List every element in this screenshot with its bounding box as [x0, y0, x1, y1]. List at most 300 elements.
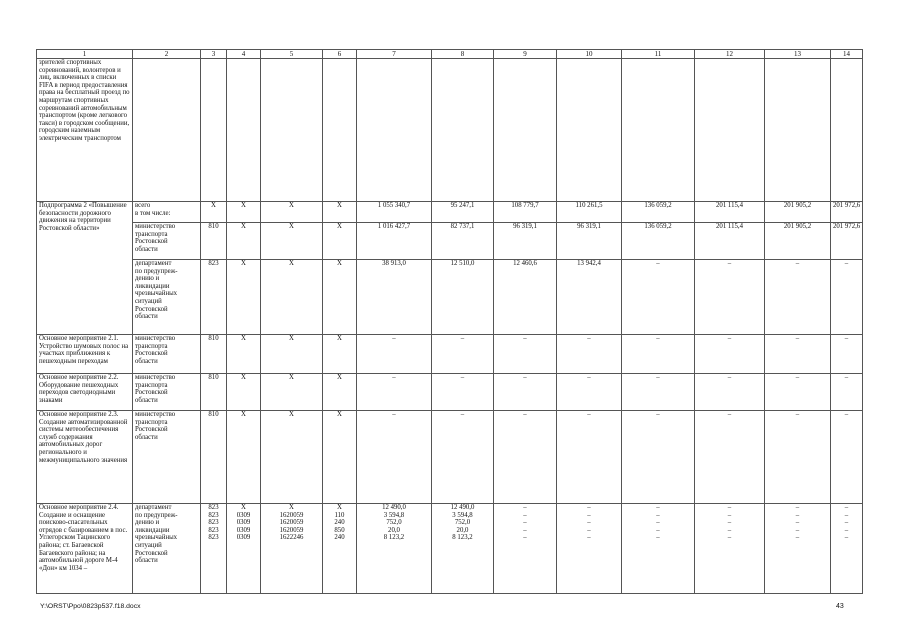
cell-line: –	[795, 511, 800, 519]
value-cell	[323, 411, 357, 504]
cell-line: 240	[334, 519, 345, 527]
cell-line: департамент	[135, 260, 172, 267]
value-cell	[227, 335, 261, 374]
cell-line: X	[337, 202, 342, 209]
cell-line: X	[337, 223, 342, 230]
cell-line: чрезвычайных	[135, 534, 178, 542]
cell-line: –	[844, 519, 849, 527]
cell-line: чрезвычайных	[135, 290, 178, 298]
cell-line: –	[523, 374, 527, 381]
cell-line: –	[523, 534, 527, 542]
table-row	[37, 504, 863, 594]
value-cell	[201, 260, 227, 335]
value-cell	[765, 374, 831, 411]
cell-line: –	[392, 374, 396, 381]
cell-line: –	[656, 511, 660, 519]
cell-line: –	[795, 411, 800, 418]
cell-line: –	[727, 335, 732, 342]
value-cell	[201, 59, 227, 202]
cell-line: –	[795, 260, 800, 267]
value-cell	[765, 504, 831, 594]
cell-line: X	[241, 374, 246, 381]
value-cell	[201, 202, 227, 223]
cell-line: Ростовской	[135, 350, 168, 358]
value-cell	[432, 374, 494, 411]
cell-line: –	[523, 526, 527, 534]
cell-line: X	[211, 202, 216, 209]
cell-line: –	[656, 374, 660, 381]
cell-line: транспорта	[135, 418, 168, 426]
cell-line: X	[337, 504, 342, 511]
cell-line: 201 905,2	[783, 202, 812, 209]
cell-line: X	[337, 374, 342, 381]
cell-line: –	[844, 411, 849, 418]
cell-line: 12 490,0	[450, 504, 475, 511]
value-cell	[494, 202, 557, 223]
cell-line: 201 905,2	[783, 223, 812, 230]
activity-name-cell: зрителей спортивных соревнований, волонтеров и лиц, включенных в списки FIFA в период предоставления права на бесплатный проезд по маршрутам спортивных соревнований автомобильным транспортом (кроме легкового такси) в городском сообщении, городским наземным электрическим транспортом	[37, 59, 133, 202]
column-header: 13	[765, 50, 831, 59]
cell-line: X	[241, 504, 246, 511]
cell-line: –	[727, 260, 732, 267]
cell-line: 1622246	[279, 534, 304, 542]
value-cell	[831, 59, 863, 202]
cell-line: 752,0	[454, 519, 471, 527]
cell-line: 201 115,4	[716, 202, 743, 209]
value-cell	[765, 260, 831, 335]
value-cell	[622, 374, 695, 411]
cell-line: 38 913,0	[382, 260, 406, 267]
value-cell	[622, 504, 695, 594]
cell-line: департамент	[135, 504, 172, 511]
value-cell	[357, 504, 432, 594]
cell-line: –	[523, 504, 527, 511]
column-header: 4	[227, 50, 261, 59]
table-row	[37, 223, 863, 260]
cell-line: –	[844, 526, 849, 534]
activity-name-cell: Основное мероприятие 2.4. Создание и оснащение поисково-спасательных отрядов с базированием в пос. Углегорском Тацинского района; ст. Багаевской Багаевского района; на автомобильной дороге М-4 «Дон» км 1034 –	[37, 504, 133, 594]
value-cell	[432, 411, 494, 504]
column-header: 3	[201, 50, 227, 59]
cell-line: 1620059	[279, 511, 304, 519]
value-cell	[227, 202, 261, 223]
cell-line: X	[337, 411, 342, 418]
value-cell	[323, 59, 357, 202]
value-cell	[227, 260, 261, 335]
cell-line: –	[587, 335, 591, 342]
cell-line: –	[795, 504, 800, 511]
cell-line: 108 779,7	[511, 202, 539, 209]
cell-line: 96 319,1	[513, 223, 537, 230]
table-row	[37, 260, 863, 335]
cell-line: –	[656, 335, 660, 342]
executor-cell	[133, 504, 201, 594]
cell-line: –	[727, 504, 732, 511]
cell-line: транспорта	[135, 381, 168, 389]
cell-line: 810	[208, 335, 219, 342]
value-cell	[323, 504, 357, 594]
executor-cell	[133, 374, 201, 411]
executor-cell	[133, 335, 201, 374]
executor-cell	[133, 411, 201, 504]
value-cell	[494, 411, 557, 504]
value-cell	[831, 335, 863, 374]
activity-name-cell: Основное мероприятие 2.3. Создание автоматизированной системы метеообеспечения служб содержания автомобильных дорог регионального и межмуниципального значения	[37, 411, 133, 504]
value-cell	[261, 504, 323, 594]
value-cell	[261, 260, 323, 335]
cell-line: 823	[208, 504, 219, 511]
cell-line: области	[135, 313, 158, 321]
value-cell	[695, 223, 765, 260]
cell-line: Ростовской	[135, 549, 168, 557]
cell-line: 823	[208, 511, 219, 519]
cell-line: –	[523, 335, 527, 342]
value-cell	[494, 59, 557, 202]
cell-line: 850	[334, 526, 345, 534]
cell-line: –	[656, 411, 660, 418]
value-cell	[432, 59, 494, 202]
cell-line: 240	[334, 534, 345, 542]
value-cell	[432, 335, 494, 374]
cell-line: министерство	[135, 335, 176, 342]
cell-line: –	[460, 411, 465, 418]
cell-line: области	[135, 245, 158, 253]
cell-line: 810	[208, 374, 219, 381]
value-cell	[357, 260, 432, 335]
cell-line: X	[289, 374, 294, 381]
cell-line: 110 261,5	[575, 202, 603, 209]
cell-line: области	[135, 557, 158, 565]
value-cell	[357, 59, 432, 202]
column-header: 9	[494, 50, 557, 59]
cell-line: –	[656, 260, 660, 267]
column-header: 8	[432, 50, 494, 59]
value-cell	[261, 411, 323, 504]
cell-line: 201 115,4	[716, 223, 743, 230]
cell-line: X	[289, 411, 294, 418]
table-row	[37, 411, 863, 504]
value-cell	[695, 504, 765, 594]
value-cell	[765, 335, 831, 374]
cell-line: 823	[208, 534, 219, 542]
cell-line: области	[135, 357, 158, 365]
value-cell	[831, 260, 863, 335]
cell-line: 0309	[236, 511, 251, 519]
value-cell	[695, 335, 765, 374]
cell-line: министерство	[135, 411, 176, 418]
cell-line: 96 319,1	[577, 223, 601, 230]
cell-line: ситуаций	[135, 297, 162, 305]
value-cell	[557, 260, 622, 335]
cell-line: –	[795, 526, 800, 534]
value-cell	[323, 335, 357, 374]
column-header: 14	[831, 50, 863, 59]
cell-line: 82 737,1	[450, 223, 475, 230]
cell-line: Ростовской	[135, 426, 168, 434]
cell-line: –	[656, 504, 660, 511]
value-cell	[432, 504, 494, 594]
cell-line: –	[727, 411, 732, 418]
value-cell	[357, 202, 432, 223]
value-cell	[227, 504, 261, 594]
column-header: 11	[622, 50, 695, 59]
value-cell	[557, 504, 622, 594]
cell-line: транспорта	[135, 342, 168, 350]
value-cell	[357, 223, 432, 260]
cell-line: X	[241, 223, 246, 230]
cell-line: ликвидации	[135, 526, 170, 534]
cell-line: 95 247,1	[450, 202, 475, 209]
cell-line: –	[587, 374, 591, 381]
value-cell	[622, 335, 695, 374]
value-cell	[695, 202, 765, 223]
cell-line: –	[656, 534, 660, 542]
cell-line: –	[795, 534, 800, 542]
program-name-cell: Подпрограмма 2 «Повышение безопасности дорожного движения на территории Ростовской области»	[37, 202, 133, 335]
cell-line: 810	[208, 223, 219, 230]
cell-line: –	[392, 335, 396, 342]
value-cell	[261, 59, 323, 202]
value-cell	[765, 411, 831, 504]
cell-line: –	[844, 260, 849, 267]
cell-line: транспорта	[135, 230, 168, 238]
cell-line: X	[289, 335, 294, 342]
cell-line: 201 972,6	[833, 202, 861, 209]
activity-name-cell: Основное мероприятие 2.1. Устройство шумовых полос на участках приближения к пешеходным переходам	[37, 335, 133, 374]
value-cell	[765, 59, 831, 202]
cell-line: 1 055 340,7	[377, 202, 411, 209]
value-cell	[201, 335, 227, 374]
file-path: Y:\ORST\Ppo\0823p537.f18.docx	[40, 603, 141, 610]
cell-line: министерство	[135, 223, 176, 230]
cell-line: 20,0	[456, 526, 469, 534]
cell-line: 1 016 427,7	[377, 223, 411, 230]
value-cell	[557, 374, 622, 411]
cell-line: –	[727, 526, 732, 534]
cell-line: X	[337, 260, 342, 267]
value-cell	[201, 504, 227, 594]
value-cell	[494, 335, 557, 374]
cell-line: 1620059	[279, 519, 304, 527]
cell-line: 1620059	[279, 526, 304, 534]
cell-line: –	[587, 534, 591, 542]
executor-cell	[133, 59, 201, 202]
column-header: 1	[37, 50, 133, 59]
cell-line: 8 123,2	[383, 534, 405, 542]
executor-cell	[133, 223, 201, 260]
value-cell	[201, 411, 227, 504]
value-cell	[227, 374, 261, 411]
value-cell	[357, 374, 432, 411]
cell-line: X	[241, 202, 246, 209]
cell-line: –	[844, 504, 849, 511]
cell-line: 0309	[236, 519, 251, 527]
cell-line: 3 594,8	[383, 511, 405, 519]
column-header: 6	[323, 50, 357, 59]
value-cell	[831, 374, 863, 411]
cell-line: X	[241, 335, 246, 342]
cell-line: 810	[208, 411, 219, 418]
value-cell	[261, 202, 323, 223]
value-cell	[494, 223, 557, 260]
cell-line: –	[392, 411, 396, 418]
value-cell	[557, 59, 622, 202]
column-header: 7	[357, 50, 432, 59]
cell-line: –	[656, 519, 660, 527]
table-row	[37, 202, 863, 223]
cell-line: 136 059,2	[644, 202, 672, 209]
value-cell	[695, 260, 765, 335]
value-cell	[622, 59, 695, 202]
value-cell	[432, 202, 494, 223]
cell-line: –	[727, 534, 732, 542]
value-cell	[261, 223, 323, 260]
cell-line: –	[795, 519, 800, 527]
cell-line: –	[587, 511, 591, 519]
cell-line: X	[241, 260, 246, 267]
cell-line: 12 460,6	[513, 260, 537, 267]
value-cell	[557, 202, 622, 223]
value-cell	[622, 223, 695, 260]
cell-line: –	[587, 504, 591, 511]
cell-line: 823	[208, 519, 219, 527]
value-cell	[765, 223, 831, 260]
cell-line: в том числе:	[135, 209, 171, 217]
value-cell	[831, 411, 863, 504]
value-cell	[201, 374, 227, 411]
cell-line: –	[844, 511, 849, 519]
cell-line: министерство	[135, 374, 176, 381]
cell-line: 201 972,6	[833, 223, 861, 230]
cell-line: 823	[208, 526, 219, 534]
value-cell	[765, 202, 831, 223]
value-cell	[494, 260, 557, 335]
value-cell	[557, 223, 622, 260]
cell-line: 0309	[236, 526, 251, 534]
cell-line: –	[727, 511, 732, 519]
cell-line: 12 510,0	[450, 260, 475, 267]
cell-line: –	[523, 519, 527, 527]
value-cell	[695, 59, 765, 202]
cell-line: 752,0	[386, 519, 402, 527]
value-cell	[494, 504, 557, 594]
value-cell	[261, 374, 323, 411]
cell-line: –	[727, 374, 732, 381]
cell-line: по предупреж-	[135, 511, 178, 519]
value-cell	[261, 335, 323, 374]
cell-line: 0309	[236, 534, 251, 542]
cell-line: 136 059,2	[644, 223, 672, 230]
cell-line: X	[289, 504, 294, 511]
cell-line: ликвидации	[135, 282, 170, 290]
cell-line: Ростовской	[135, 389, 168, 397]
cell-line: X	[289, 223, 294, 230]
cell-line: X	[337, 335, 342, 342]
value-cell	[201, 223, 227, 260]
cell-line: Ростовской	[135, 305, 168, 313]
cell-line: –	[795, 374, 800, 381]
value-cell	[622, 202, 695, 223]
value-cell	[831, 504, 863, 594]
cell-line: –	[587, 519, 591, 527]
cell-line: –	[844, 534, 849, 542]
column-number-header	[37, 50, 863, 59]
column-header: 10	[557, 50, 622, 59]
column-header: 12	[695, 50, 765, 59]
cell-line: всего	[135, 202, 151, 209]
value-cell	[622, 411, 695, 504]
cell-line: –	[523, 511, 527, 519]
cell-line: –	[587, 526, 591, 534]
table-row	[37, 374, 863, 411]
cell-line: 13 942,4	[577, 260, 601, 267]
table-row	[37, 59, 863, 202]
cell-line: X	[289, 260, 294, 267]
executor-cell	[133, 260, 201, 335]
cell-line: X	[289, 202, 294, 209]
table-row	[37, 335, 863, 374]
value-cell	[323, 223, 357, 260]
column-header: 5	[261, 50, 323, 59]
value-cell	[695, 374, 765, 411]
value-cell	[622, 260, 695, 335]
value-cell	[557, 335, 622, 374]
value-cell	[323, 260, 357, 335]
value-cell	[357, 335, 432, 374]
value-cell	[323, 374, 357, 411]
value-cell	[357, 411, 432, 504]
column-header: 2	[133, 50, 201, 59]
cell-line: –	[523, 411, 527, 418]
cell-line: дению и	[135, 275, 160, 283]
executor-cell	[133, 202, 201, 223]
activity-name-cell: Основное мероприятие 2.2. Оборудование пешеходных переходов светодиодными знаками	[37, 374, 133, 411]
cell-line: дению и	[135, 519, 160, 527]
budget-table	[36, 49, 863, 594]
value-cell	[831, 202, 863, 223]
value-cell	[432, 223, 494, 260]
cell-line: области	[135, 396, 158, 404]
cell-line: –	[795, 335, 800, 342]
value-cell	[323, 202, 357, 223]
cell-line: области	[135, 433, 158, 441]
value-cell	[432, 260, 494, 335]
value-cell	[227, 411, 261, 504]
cell-line: –	[727, 519, 732, 527]
page-number: 43	[836, 603, 844, 610]
cell-line: –	[460, 374, 465, 381]
value-cell	[831, 223, 863, 260]
cell-line: ситуаций	[135, 541, 162, 549]
cell-line: 110	[334, 511, 345, 519]
cell-line: –	[460, 335, 465, 342]
value-cell	[695, 411, 765, 504]
value-cell	[227, 59, 261, 202]
cell-line: –	[587, 411, 591, 418]
cell-line: 20,0	[388, 526, 400, 534]
value-cell	[494, 374, 557, 411]
cell-line: 8 123,2	[452, 534, 473, 542]
value-cell	[557, 411, 622, 504]
cell-line: –	[844, 335, 849, 342]
cell-line: 3 594,8	[452, 511, 473, 519]
cell-line: 823	[208, 260, 219, 267]
value-cell	[227, 223, 261, 260]
cell-line: по предупреж-	[135, 267, 178, 275]
cell-line: –	[844, 374, 849, 381]
cell-line: –	[656, 526, 660, 534]
cell-line: X	[241, 411, 246, 418]
